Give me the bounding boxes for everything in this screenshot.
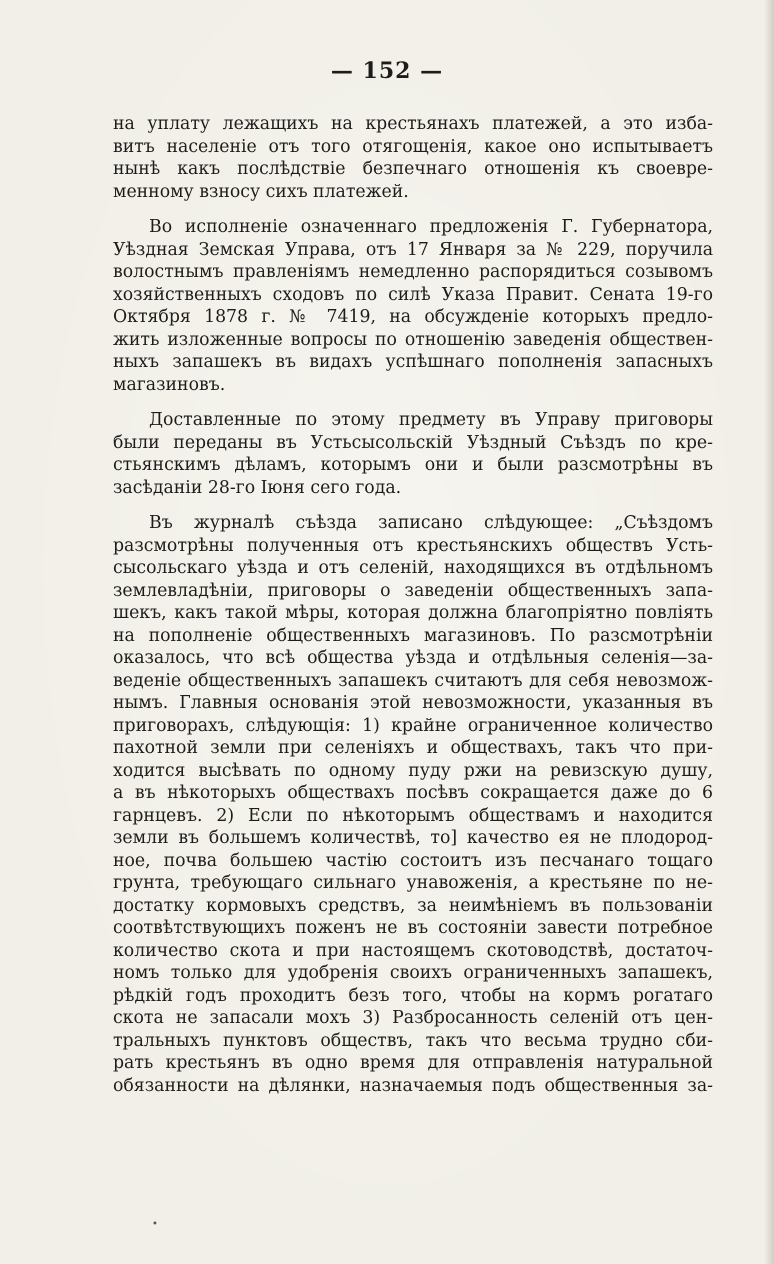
page-number: — 152 — [330,58,444,84]
text-line: грунта, требующаго сильнаго унавоженія, а крестьяне по не- [113,873,713,893]
text-line: соотвѣтствующихъ поженъ не въ состояніи завести потребное [113,918,713,938]
text-line: нымъ. Главныя основанія этой невозможности, указанныя въ [113,693,713,713]
text-line: Во исполненіе означеннаго предложенія Г. Губернатора, [149,217,713,237]
body-text [113,113,713,1110]
text-line: на пополненіе общественныхъ магазиновъ. По разсмотрѣніи [113,625,713,646]
text-line: земли въ большемъ количествѣ, то] качество ея не плодород- [113,828,713,848]
text-line: количество скота и при настоящемъ скотоводствѣ, достаточ- [113,940,713,961]
ink-speck: • [152,1219,158,1230]
text-line: витъ населеніе отъ того отягощенія, какое оно испытываетъ [113,136,713,157]
text-line: гарнцевъ. 2) Если по нѣкоторымъ обществамъ и находится [113,805,713,826]
page-edge-shadow [764,0,774,1264]
text-line: Доставленные по этому предмету въ Управу приговоры [149,410,713,430]
paragraph-4 [113,512,713,1097]
text-line: Октября 1878 г. № 7419, на обсужденіе которыхъ предло- [113,307,713,327]
text-line: засѣданіи 28-го Іюня сего года. [113,477,402,498]
text-line: хозяйственныхъ сходовъ по силѣ Указа Правит. Сената 19-го [113,284,713,305]
text-line: волостнымъ правленіямъ немедленно распорядиться созывомъ [113,262,713,282]
paragraph-2 [113,216,713,396]
text-line: жить изложенные вопросы по отношенію заведенія обществен- [113,329,713,350]
text-line: сысольскаго уѣзда и отъ селеній, находящихся въ отдѣльномъ [113,558,713,578]
text-line: ныхъ запашекъ въ видахъ успѣшнаго пополненія запасныхъ [113,352,713,372]
text-line: стьянскимъ дѣламъ, которымъ они и были разсмотрѣны въ [113,455,713,475]
text-line: менному взносу сихъ платежей. [113,181,409,202]
paragraph-3 [113,409,713,499]
text-line: на уплату лежащихъ на крестьянахъ платежей, а это изба- [113,114,713,134]
text-line: оказалось, что всѣ общества уѣзда и отдѣльныя селенія—за- [113,648,713,668]
text-line: рать крестьянъ въ одно время для отправленія натуральной [113,1053,713,1073]
text-line: а въ нѣкоторыхъ обществахъ посѣвъ сокращается даже до 6 [113,783,713,803]
text-line: ное, почва большею частію состоитъ изъ песчанаго тощаго [113,850,713,871]
text-line: магазиновъ. [113,374,226,395]
text-line: Уѣздная Земская Управа, отъ 17 Января за № 229, поручила [113,239,713,260]
text-line: веденіе общественныхъ запашекъ считаютъ для себя невозмож- [113,670,713,691]
text-line: Въ журналѣ съѣзда записано слѣдующее: „Съѣздомъ [149,513,713,533]
text-line: приговорахъ, слѣдующія: 1) крайне ограниченное количество [113,715,713,736]
text-line: обязанности на дѣлянки, назначаемыя подъ общественныя за- [113,1075,713,1096]
text-line: скота не запасали мохъ 3) Разбросанность селеній отъ цен- [113,1008,713,1028]
text-line: ходится высѣвать по одному пуду ржи на ревизскую душу, [113,760,713,781]
text-line: разсмотрѣны полученныя отъ крестьянскихъ обществъ Усть- [113,535,713,556]
paragraph-1 [113,113,713,203]
text-line: рѣдкій годъ проходитъ безъ того, чтобы на кормъ рогатаго [113,985,713,1006]
text-line: пахотной земли при селеніяхъ и обществахъ, такъ что при- [113,738,713,758]
text-line: землевладѣніи, приговоры о заведеніи общественныхъ запа- [113,580,713,601]
text-line: номъ только для удобренія своихъ ограниченныхъ запашекъ, [113,963,713,983]
text-line: шекъ, какъ такой мѣры, которая должна благопріятно повліять [113,603,713,623]
text-line: нынѣ какъ послѣдствіе безпечнаго отношенія къ своевре- [113,159,713,179]
text-line: тральныхъ пунктовъ обществъ, такъ что весьма трудно сби- [113,1030,713,1051]
text-line: были переданы въ Устьсысольскій Уѣздный Съѣздъ по кре- [113,432,713,453]
text-line: достатку кормовыхъ средствъ, за неимѣніемъ въ пользованіи [113,895,713,916]
